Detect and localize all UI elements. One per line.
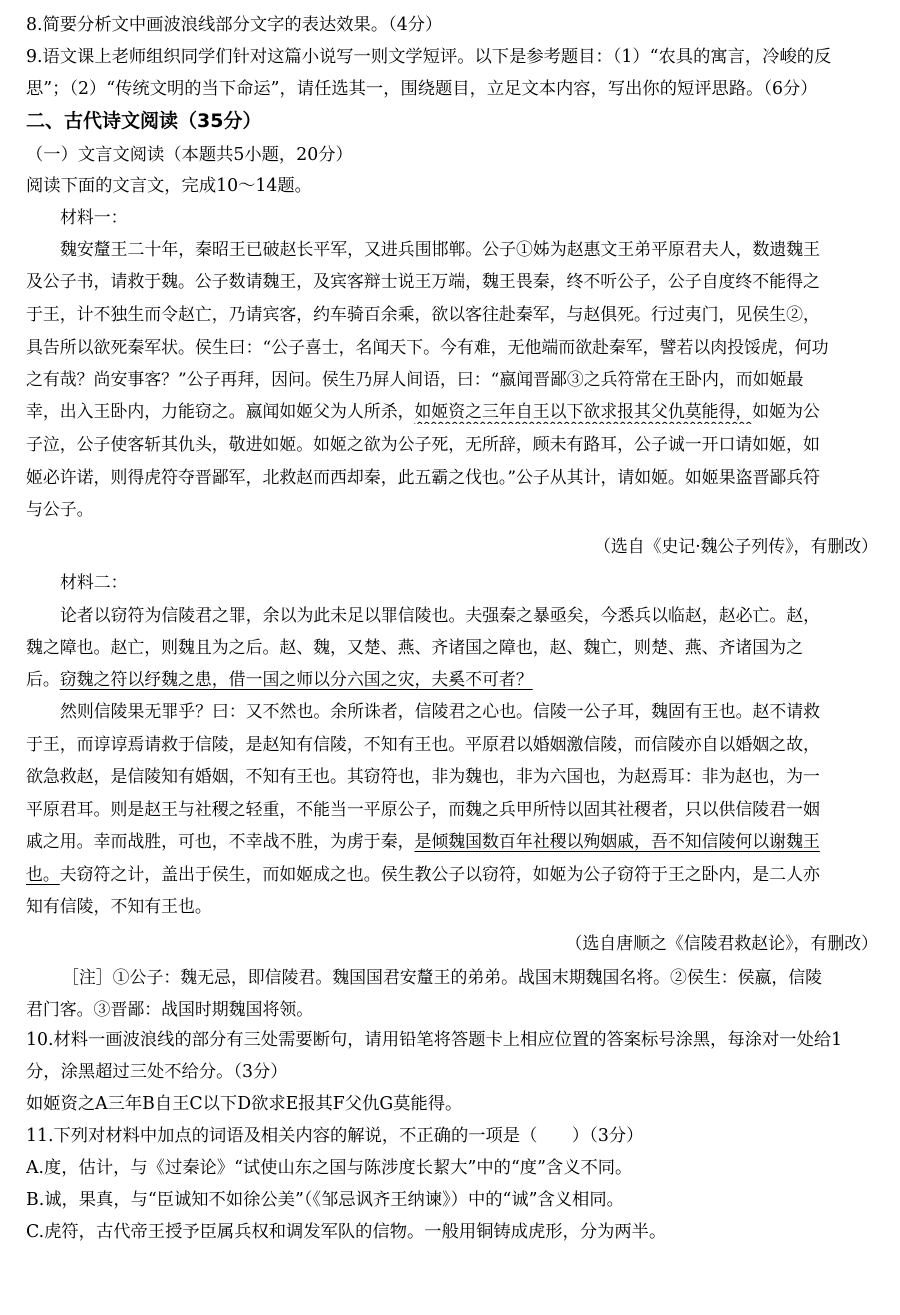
material-2-line — [26, 666, 886, 692]
material-1-line: 与公子。 — [26, 499, 94, 519]
section-heading: 二、古代诗文阅读（35分） — [26, 110, 262, 132]
plain-text: 后。 — [26, 669, 60, 689]
material-2-line: 然则信陵果无罪乎？曰：又不然也。余所诛者，信陵君之心也。信陵一公子耳，魏固有王也。赵不请救 — [60, 701, 821, 721]
underlined-sentence: 是倾魏国数百年社稷以殉姻戚，吾不知信陵何以谢魏王 — [414, 831, 820, 851]
material-2-line: 欲急救赵，是信陵知有婚姻，不知有王也。其窃符也，非为魏也，非为六国也，为赵焉耳：非为赵也，为一 — [26, 766, 820, 786]
underlined-sentence: 也。 — [26, 864, 60, 884]
plain-text: 戚之用。幸而战胜，可也，不幸战不胜，为虏于秦， — [26, 831, 415, 851]
option-a: A.度，估计，与《过秦论》“试使山东之国与陈涉度长絜大”中的“度”含义不同。 — [26, 1158, 633, 1178]
question-8: 8.简要分析文中画波浪线部分文字的表达效果。（4分） — [26, 15, 443, 35]
question-10-line-2: 分，涂黑超过三处不给分。（3分） — [26, 1062, 288, 1082]
material-1-line: 姬必许诺，则得虎符夺晋鄙军，北救赵而西却秦，此五霸之伐也。”公子从其计，请如姬。如姬果盗晋鄙兵符 — [26, 467, 821, 487]
question-9-line-1: 9.语文课上老师组织同学们针对这篇小说写一则文学短评。以下是参考题目：（1）“农具的寓言，冷峻的反 — [26, 47, 832, 67]
option-b: B.诚，果真，与“臣诚知不如徐公美”（《邹忌讽齐王纳谏》）中的“诚”含义相同。 — [26, 1190, 624, 1210]
material-1-line: 子泣，公子使客斩其仇头，敬进如姬。如姬之欲为公子死，无所辞，顾未有路耳，公子诚一开口请如姬，如 — [26, 434, 820, 454]
material-1-line: 具告所以欲死秦军状。侯生曰：“公子喜士，名闻天下。今有难，无他端而欲赴秦军，譬若以肉投馁虎，何功 — [26, 337, 829, 357]
source-citation-2: （选自唐顺之《信陵君救赵论》，有删改） — [565, 933, 878, 953]
material-2-line: 于王，而谆谆焉请救于信陵，是赵知有信陵，不知有王也。平原君以婚姻激信陵，而信陵亦自以婚姻之故， — [26, 734, 820, 754]
material-1-label: 材料一： — [60, 207, 128, 227]
material-1-line: 之有哉？尚安事客？”公子再拜，因问。侯生乃屏人间语，曰：“嬴闻晋鄙③之兵符常在王卧内，而如姬最 — [26, 369, 804, 389]
footnote-line-1: ［注］①公子：魏无忌，即信陵君。魏国国君安釐王的弟弟。战国末期魏国名将。②侯生：侯嬴，信陵 — [62, 967, 823, 987]
material-2-label: 材料二： — [60, 572, 128, 592]
option-c: C.虎符，古代帝王授予臣属兵权和调发军队的信物。一般用铜铸成虎形，分为两半。 — [26, 1222, 667, 1242]
material-1-line: 魏安釐王二十年，秦昭王已破赵长平军，又进兵围邯郸。公子①姊为赵惠文王弟平原君夫人，数遗魏王 — [60, 239, 821, 259]
material-2-line — [26, 828, 886, 854]
question-10-line-1: 10.材料一画波浪线的部分有三处需要断句，请用铅笔将答题卡上相应位置的答案标号涂黑，每涂对一处给1 — [26, 1030, 843, 1050]
subsection-heading: （一）文言文阅读（本题共5小题，20分） — [26, 145, 353, 165]
question-9-line-2: 思”；（2）“传统文明的当下命运”，请任选其一，围绕题目，立足文本内容，写出你的短评思路。（6分） — [26, 79, 818, 99]
material-1-line: 及公子书，请救于魏。公子数请魏王，及宾客辩士说王万端，魏王畏秦，终不听公子，公子自度终不能得之 — [26, 271, 820, 291]
material-2-line: 魏之障也。赵亡，则魏且为之后。赵、魏，又楚、燕、齐诸国之障也，赵、魏亡，则楚、燕、齐诸国为之 — [26, 637, 803, 657]
material-2-line — [26, 861, 886, 887]
question-11: 11.下列对材料中加点的词语及相关内容的解说，不正确的一项是（ ）（3分） — [26, 1126, 644, 1146]
material-1-line — [26, 398, 886, 424]
material-2-line: 论者以窃符为信陵君之罪，余以为此未足以罪信陵也。夫强秦之暴亟矣，今悉兵以临赵，赵必亡。赵， — [60, 605, 821, 625]
plain-text: 幸，出入王卧内，力能窃之。嬴闻如姬父为人所杀， — [26, 401, 415, 421]
question-10-options: 如姬资之A三年B自王C以下D欲求E报其F父仇G莫能得。 — [26, 1094, 463, 1114]
underlined-sentence: 窃魏之符以纾魏之患，借一国之师以分六国之灾，夫奚不可者？ — [59, 669, 533, 689]
material-1-line: 于王，计不独生而令赵亡，乃请宾客，约车骑百余乘，欲以客往赴秦军，与赵俱死。行过夷门，见侯生②， — [26, 304, 820, 324]
source-citation-1: （选自《史记·魏公子列传》，有删改） — [593, 536, 878, 556]
reading-instruction: 阅读下面的文言文，完成10～14题。 — [26, 176, 312, 196]
material-2-line: 平原君耳。则是赵王与社稷之轻重，不能当一平原公子，而魏之兵甲所恃以固其社稷者，只以供信陵君一姻 — [26, 799, 820, 819]
material-2-line: 知有信陵，不知有王也。 — [26, 896, 212, 916]
footnote-line-2: 君门客。③晋鄙：战国时期魏国将领。 — [26, 999, 314, 1019]
plain-text: 如姬为公 — [752, 401, 820, 421]
wavy-underlined-text: 如姬资之三年自王以下欲求报其父仇莫能得， — [414, 401, 753, 421]
plain-text: 夫窃符之计，盖出于侯生，而如姬成之也。侯生教公子以窃符，如姬为公子窃符于王之卧内，是二人亦 — [59, 864, 820, 884]
